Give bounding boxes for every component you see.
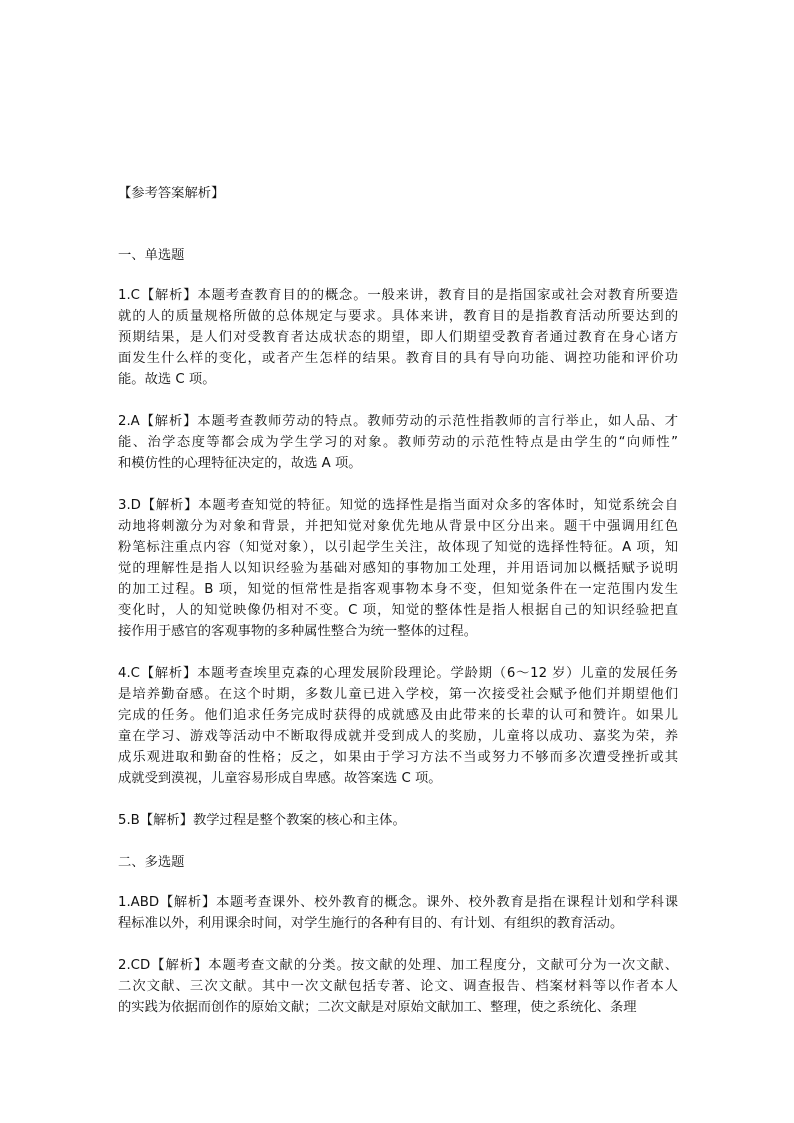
text-line: 3.D【解析】本题考查知觉的特征。知觉的选择性是指当面对众多的客体时，知觉系统会自 (118, 498, 678, 513)
answer-explanation (118, 411, 678, 474)
text-line: 能、治学态度等都会成为学生学习的对象。教师劳动的示范性特点是由学生的“向师性” (118, 435, 678, 450)
section-heading: 二、多选题 (118, 855, 185, 870)
text-line: 4.C【解析】本题考查埃里克森的心理发展阶段理论。学龄期（6～12 岁）儿童的发展任务 (118, 666, 678, 681)
text-line: 程标准以外，利用课余时间，对学生施行的各种有目的、有计划、有组织的教育活动。 (118, 916, 624, 931)
text-line: 是培养勤奋感。在这个时期，多数儿童已进入学校，第一次接受社会赋予他们并期望他们 (118, 687, 678, 702)
text-line: 二次文献、三次文献。其中一次文献包括专著、论文、调查报告、档案材料等以作者本人 (118, 979, 678, 994)
text-line: 成就受到漠视，儿童容易形成自卑感。故答案选 C 项。 (118, 771, 442, 786)
answer-explanation (118, 892, 678, 934)
answer-sections (118, 245, 678, 1018)
page-title: 【参考答案解析】 (118, 186, 225, 201)
text-line: 觉的理解性是指人以知识经验为基础对感知的事物加工处理，并用语词加以概括赋予说明 (118, 561, 678, 576)
text-line: 童在学习、游戏等活动中不断取得成就并受到成人的奖励，儿童将以成功、嘉奖为荣，养 (118, 729, 678, 744)
text-line: 2.A【解析】本题考查教师劳动的特点。教师劳动的示范性指教师的言行举止，如人品、才 (118, 414, 678, 429)
text-line: 变化时，人的知觉映像仍相对不变。C 项，知觉的整体性是指人根据自己的知识经验把直 (118, 603, 678, 618)
answer-explanation (118, 495, 678, 642)
text-line: 面发生什么样的变化，或者产生怎样的结果。教育目的具有导向功能、调控功能和评价功 (118, 351, 678, 366)
answer-explanation (118, 285, 678, 390)
text-line: 的实践为依据而创作的原始文献；二次文献是对原始文献加工、整理，使之系统化、条理 (118, 1000, 637, 1015)
text-line: 1.ABD【解析】本题考查课外、校外教育的概念。课外、校外教育是指在课程计划和学科课 (118, 895, 678, 910)
answer-explanation (118, 663, 678, 789)
answer-explanation (118, 955, 678, 1018)
text-line: 和模仿性的心理特征决定的，故选 A 项。 (118, 456, 362, 471)
text-line: 1.C【解析】本题考查教育目的的概念。一般来讲，教育目的是指国家或社会对教育所要造 (118, 288, 678, 303)
text-line: 就的人的质量规格所做的总体规定与要求。具体来讲，教育目的是指教育活动所要达到的 (118, 309, 678, 324)
text-line: 的加工过程。B 项，知觉的恒常性是指客观事物本身不变，但知觉条件在一定范围内发生 (118, 582, 678, 597)
text-line: 成乐观进取和勤奋的性格；反之，如果由于学习方法不当或努力不够而多次遭受挫折或其 (118, 750, 678, 765)
text-line: 5.B【解析】教学过程是整个教案的核心和主体。 (118, 813, 406, 828)
text-line: 2.CD【解析】本题考查文献的分类。按文献的处理、加工程度分，文献可分为一次文献、 (118, 958, 678, 973)
section-heading: 一、单选题 (118, 248, 185, 263)
text-line: 粉笔标注重点内容（知觉对象），以引起学生关注，故体现了知觉的选择性特征。A 项，知 (118, 540, 678, 555)
text-line: 预期结果，是人们对受教育者达成状态的期望，即人们期望受教育者通过教育在身心诸方 (118, 330, 678, 345)
text-line: 完成的任务。他们追求任务完成时获得的成就感及由此带来的长辈的认可和赞许。如果儿 (118, 708, 678, 723)
document-page (118, 183, 678, 1039)
text-line: 动地将刺激分为对象和背景，并把知觉对象优先地从背景中区分出来。题干中强调用红色 (118, 519, 678, 534)
text-line: 能。故选 C 项。 (118, 372, 216, 387)
answer-explanation (118, 810, 678, 831)
text-line: 接作用于感官的客观事物的多种属性整合为统一整体的过程。 (118, 624, 478, 639)
